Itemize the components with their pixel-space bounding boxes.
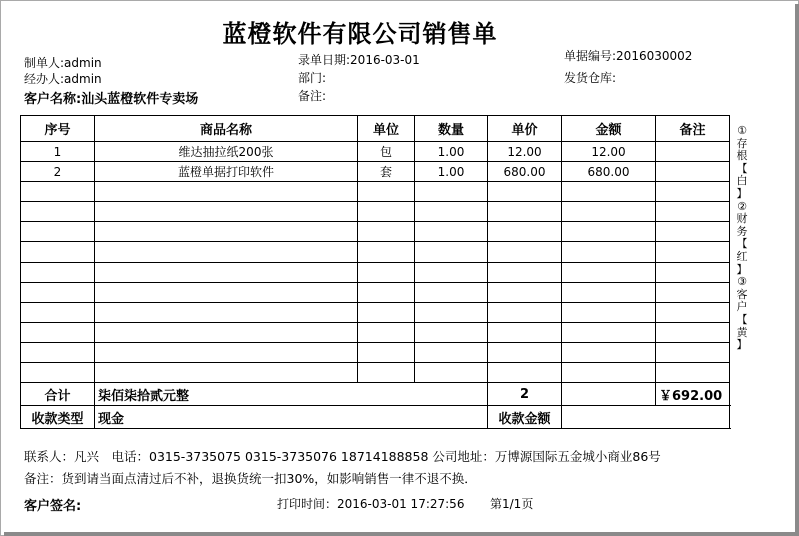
empty-cell bbox=[358, 262, 415, 282]
empty-cell bbox=[562, 182, 656, 202]
empty-cell bbox=[21, 342, 95, 362]
empty-row bbox=[21, 222, 730, 242]
empty-cell bbox=[656, 342, 730, 362]
empty-row bbox=[21, 322, 730, 342]
col-header-qty: 数量 bbox=[415, 116, 488, 142]
page-number: 第1/1页 bbox=[490, 497, 534, 511]
empty-row bbox=[21, 302, 730, 322]
total-label: 合计 bbox=[21, 383, 95, 406]
customer-label: 客户名称: bbox=[24, 92, 82, 107]
empty-cell bbox=[656, 262, 730, 282]
cell-qty: 1.00 bbox=[415, 162, 488, 182]
empty-cell bbox=[95, 282, 358, 302]
empty-row bbox=[21, 262, 730, 282]
empty-cell bbox=[415, 262, 488, 282]
empty-cell bbox=[358, 282, 415, 302]
payment-type: 现金 bbox=[95, 406, 488, 429]
maker: 制单人:admin bbox=[24, 56, 102, 70]
cell-unit: 套 bbox=[358, 162, 415, 182]
table-header-row bbox=[21, 116, 730, 142]
copy-label-char: 【 bbox=[736, 161, 748, 175]
empty-cell bbox=[415, 202, 488, 222]
empty-row bbox=[21, 342, 730, 362]
customer-name: 汕头蓝橙软件专卖场 bbox=[81, 92, 199, 107]
empty-cell bbox=[562, 242, 656, 262]
total-amount: ￥692.00 bbox=[656, 383, 730, 406]
footer-note: 备注：货到请当面点清过后不补，退换货统一扣30%，如影响销售一律不退不换． bbox=[24, 471, 477, 486]
col-header-remark: 备注 bbox=[656, 116, 730, 142]
empty-cell bbox=[21, 182, 95, 202]
empty-row bbox=[21, 242, 730, 262]
empty-cell bbox=[95, 182, 358, 202]
department: 部门: bbox=[298, 71, 327, 85]
empty-cell bbox=[562, 202, 656, 222]
warehouse: 发货仓库: bbox=[564, 71, 617, 85]
empty-row bbox=[21, 182, 730, 202]
empty-cell bbox=[358, 182, 415, 202]
copy-label-char: 黄 bbox=[736, 325, 748, 339]
cell-price: 680.00 bbox=[488, 162, 562, 182]
total-empty bbox=[562, 383, 656, 406]
empty-cell bbox=[656, 282, 730, 302]
empty-cell bbox=[488, 363, 562, 383]
empty-cell bbox=[95, 262, 358, 282]
col-header-price: 单价 bbox=[488, 116, 562, 142]
empty-cell bbox=[21, 302, 95, 322]
copy-label-char: 【 bbox=[736, 237, 748, 251]
empty-cell bbox=[21, 202, 95, 222]
empty-cell bbox=[21, 242, 95, 262]
empty-cell bbox=[488, 182, 562, 202]
empty-cell bbox=[488, 342, 562, 362]
copy-label-char: 根 bbox=[736, 149, 748, 163]
document-title: 蓝橙软件有限公司销售单 bbox=[222, 20, 498, 48]
col-header-unit: 单位 bbox=[358, 116, 415, 142]
copy-label-char: ② bbox=[737, 199, 747, 213]
cell-qty: 1.00 bbox=[415, 142, 488, 162]
empty-cell bbox=[415, 363, 488, 383]
empty-cell bbox=[488, 302, 562, 322]
copy-label-char: 白 bbox=[736, 174, 748, 188]
cell-index: 2 bbox=[21, 162, 95, 182]
empty-row bbox=[21, 363, 730, 383]
empty-cell bbox=[562, 282, 656, 302]
empty-cell bbox=[95, 202, 358, 222]
empty-cell bbox=[656, 322, 730, 342]
empty-cell bbox=[562, 363, 656, 383]
empty-cell bbox=[656, 222, 730, 242]
cell-amount: 680.00 bbox=[562, 162, 656, 182]
cell-price: 12.00 bbox=[488, 142, 562, 162]
cell-product: 蓝橙单据打印软件 bbox=[95, 162, 358, 182]
empty-cell bbox=[488, 202, 562, 222]
empty-cell bbox=[95, 222, 358, 242]
print-time: 打印时间：2016-03-01 17:27:56 bbox=[277, 497, 465, 511]
payment-type-label: 收款类型 bbox=[21, 406, 95, 429]
empty-cell bbox=[358, 202, 415, 222]
empty-cell bbox=[358, 222, 415, 242]
empty-row bbox=[21, 202, 730, 222]
copy-label-char: 户 bbox=[736, 300, 748, 314]
table-row bbox=[21, 142, 730, 162]
empty-cell bbox=[95, 322, 358, 342]
contact-line: 联系人：凡兴 电话：0315-3735075 0315-3735076 18714188858 公司地址：万博源国际五金城小商业86号 bbox=[24, 449, 661, 464]
empty-cell bbox=[21, 322, 95, 342]
col-header-amount: 金额 bbox=[562, 116, 656, 142]
empty-cell bbox=[415, 182, 488, 202]
empty-cell bbox=[21, 282, 95, 302]
empty-cell bbox=[358, 322, 415, 342]
empty-cell bbox=[656, 242, 730, 262]
empty-cell bbox=[656, 363, 730, 383]
empty-cell bbox=[21, 363, 95, 383]
table-row bbox=[21, 162, 730, 182]
empty-row bbox=[21, 282, 730, 302]
empty-cell bbox=[358, 242, 415, 262]
empty-cell bbox=[95, 302, 358, 322]
empty-cell bbox=[95, 242, 358, 262]
copy-label-char: ① bbox=[737, 124, 747, 137]
empty-cell bbox=[562, 262, 656, 282]
cell-product: 维达抽拉纸200张 bbox=[95, 142, 358, 162]
empty-cell bbox=[21, 262, 95, 282]
copy-label-char: ③ bbox=[737, 275, 747, 289]
copy-label-char: 财 bbox=[736, 212, 748, 226]
copy-label-char: 】 bbox=[736, 186, 748, 200]
empty-cell bbox=[488, 282, 562, 302]
cell-unit: 包 bbox=[358, 142, 415, 162]
payment-amount-label: 收款金额 bbox=[488, 406, 562, 429]
col-header-product: 商品名称 bbox=[95, 116, 358, 142]
empty-cell bbox=[656, 202, 730, 222]
empty-cell bbox=[21, 222, 95, 242]
header-remark: 备注: bbox=[298, 89, 327, 103]
payment-amount bbox=[562, 406, 730, 429]
empty-cell bbox=[415, 322, 488, 342]
empty-cell bbox=[656, 302, 730, 322]
doc-number: 单据编号:2016030002 bbox=[564, 49, 693, 63]
empty-cell bbox=[358, 363, 415, 383]
empty-cell bbox=[562, 322, 656, 342]
handler: 经办人:admin bbox=[24, 72, 102, 86]
empty-cell bbox=[358, 342, 415, 362]
total-row bbox=[21, 383, 730, 406]
empty-cell bbox=[95, 363, 358, 383]
customer-row bbox=[24, 88, 198, 107]
col-header-index: 序号 bbox=[21, 116, 95, 142]
sales-table bbox=[20, 115, 730, 429]
page-shadow-right bbox=[795, 4, 799, 536]
copy-label-char: 】 bbox=[736, 338, 748, 352]
page-shadow-bottom bbox=[4, 532, 799, 536]
empty-cell bbox=[562, 342, 656, 362]
payment-row bbox=[21, 406, 730, 429]
copy-label-char: 务 bbox=[736, 224, 748, 238]
empty-cell bbox=[415, 302, 488, 322]
empty-cell bbox=[95, 342, 358, 362]
total-qty: 2 bbox=[488, 383, 562, 406]
empty-cell bbox=[488, 222, 562, 242]
entry-date: 录单日期:2016-03-01 bbox=[298, 53, 420, 67]
empty-cell bbox=[415, 282, 488, 302]
empty-cell bbox=[488, 322, 562, 342]
empty-cell bbox=[562, 222, 656, 242]
copy-label-char: 存 bbox=[736, 136, 748, 150]
cell-remark bbox=[656, 162, 730, 182]
empty-cell bbox=[415, 222, 488, 242]
empty-cell bbox=[488, 242, 562, 262]
empty-cell bbox=[488, 262, 562, 282]
empty-cell bbox=[358, 302, 415, 322]
copy-label-char: 【 bbox=[736, 312, 748, 326]
copy-label-char: 红 bbox=[736, 249, 748, 263]
cell-index: 1 bbox=[21, 142, 95, 162]
total-words: 柒佰柒拾贰元整 bbox=[95, 383, 488, 406]
copy-label-char: 客 bbox=[736, 287, 748, 301]
customer-signature: 客户签名: bbox=[24, 499, 82, 514]
empty-cell bbox=[562, 302, 656, 322]
cell-amount: 12.00 bbox=[562, 142, 656, 162]
empty-cell bbox=[415, 342, 488, 362]
copy-labels bbox=[735, 125, 749, 352]
copy-label-char: 】 bbox=[736, 262, 748, 276]
cell-remark bbox=[656, 142, 730, 162]
empty-cell bbox=[656, 182, 730, 202]
empty-cell bbox=[415, 242, 488, 262]
